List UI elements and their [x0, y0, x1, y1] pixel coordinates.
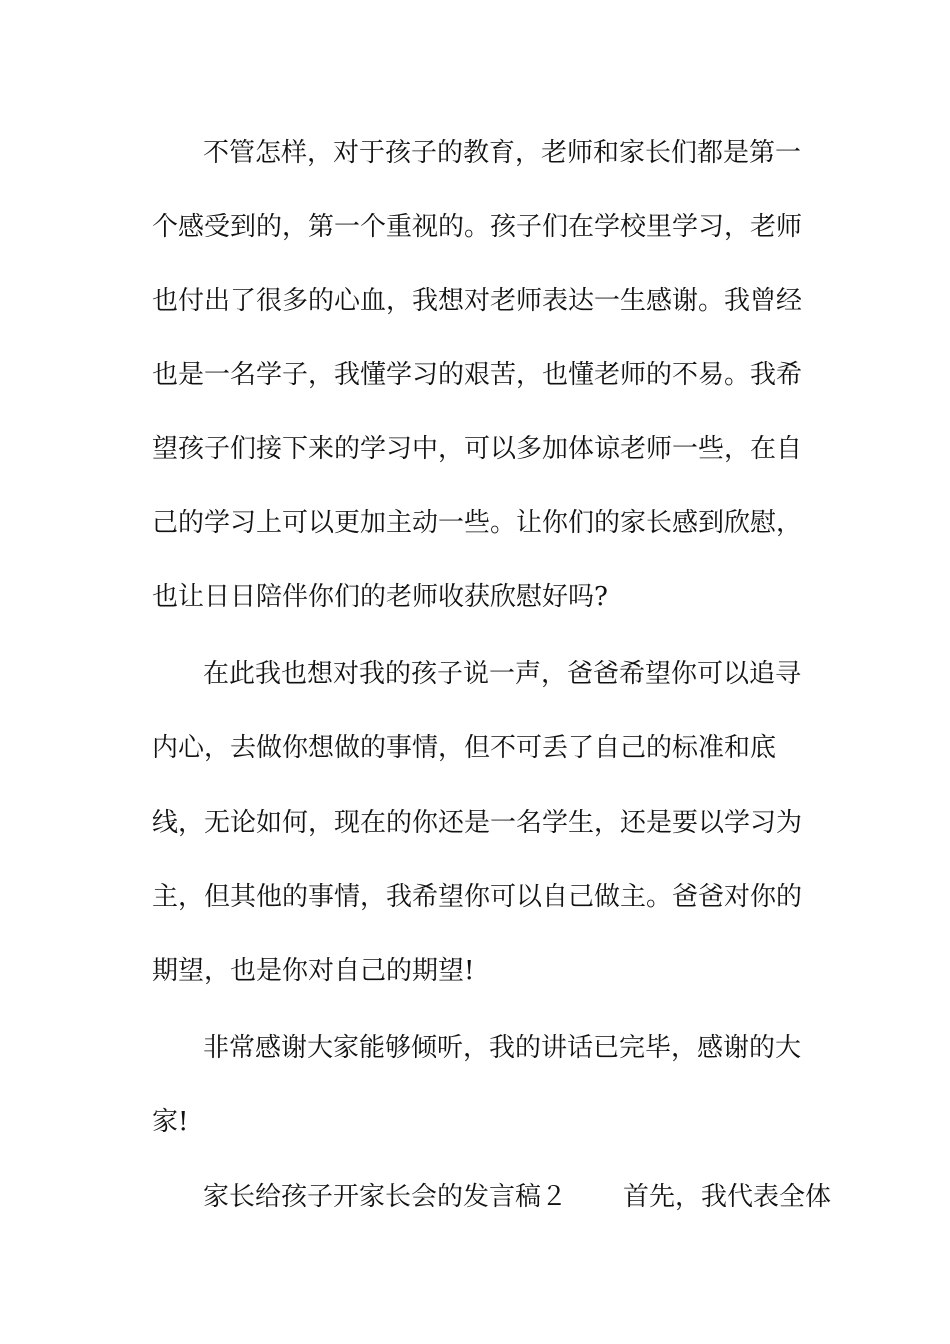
- paragraph-2-line-5: 期望，也是你对自己的期望!: [152, 956, 475, 986]
- paragraph-2-line-1: 在此我也想对我的孩子说一声，爸爸希望你可以追寻: [203, 659, 802, 689]
- paragraph-1-line-6: 己的学习上可以更加主动一些。让你们的家长感到欣慰，: [152, 508, 803, 538]
- paragraph-1-line-5: 望孩子们接下来的学习中，可以多加体谅老师一些，在自: [152, 434, 803, 464]
- next-section-line: [203, 1182, 831, 1212]
- paragraph-1-line-3: 也付出了很多的心血，我想对老师表达一生感谢。我曾经: [152, 286, 803, 316]
- paragraph-2-line-3: 线，无论如何，现在的你还是一名学生，还是要以学习为: [152, 808, 803, 838]
- section-continuation: 首先，我代表全体: [623, 1182, 832, 1212]
- paragraph-2-line-2: 内心，去做你想做的事情，但不可丢了自己的标准和底: [152, 733, 777, 763]
- paragraph-1-line-2: 个感受到的，第一个重视的。孩子们在学校里学习，老师: [152, 212, 803, 242]
- paragraph-1-line-7: 也让日日陪伴你们的老师收获欣慰好吗?: [152, 582, 608, 612]
- paragraph-1-line-4: 也是一名学子，我懂学习的艰苦，也懂老师的不易。我希: [152, 360, 803, 390]
- paragraph-3-line-1: 非常感谢大家能够倾听，我的讲话已完毕，感谢的大: [203, 1033, 802, 1063]
- section-title: 家长给孩子开家长会的发言稿２: [203, 1182, 568, 1212]
- paragraph-3-line-2: 家!: [152, 1107, 189, 1137]
- paragraph-1-line-1: 不管怎样，对于孩子的教育，老师和家长们都是第一: [203, 138, 802, 168]
- paragraph-2-line-4: 主，但其他的事情，我希望你可以自己做主。爸爸对你的: [152, 882, 803, 912]
